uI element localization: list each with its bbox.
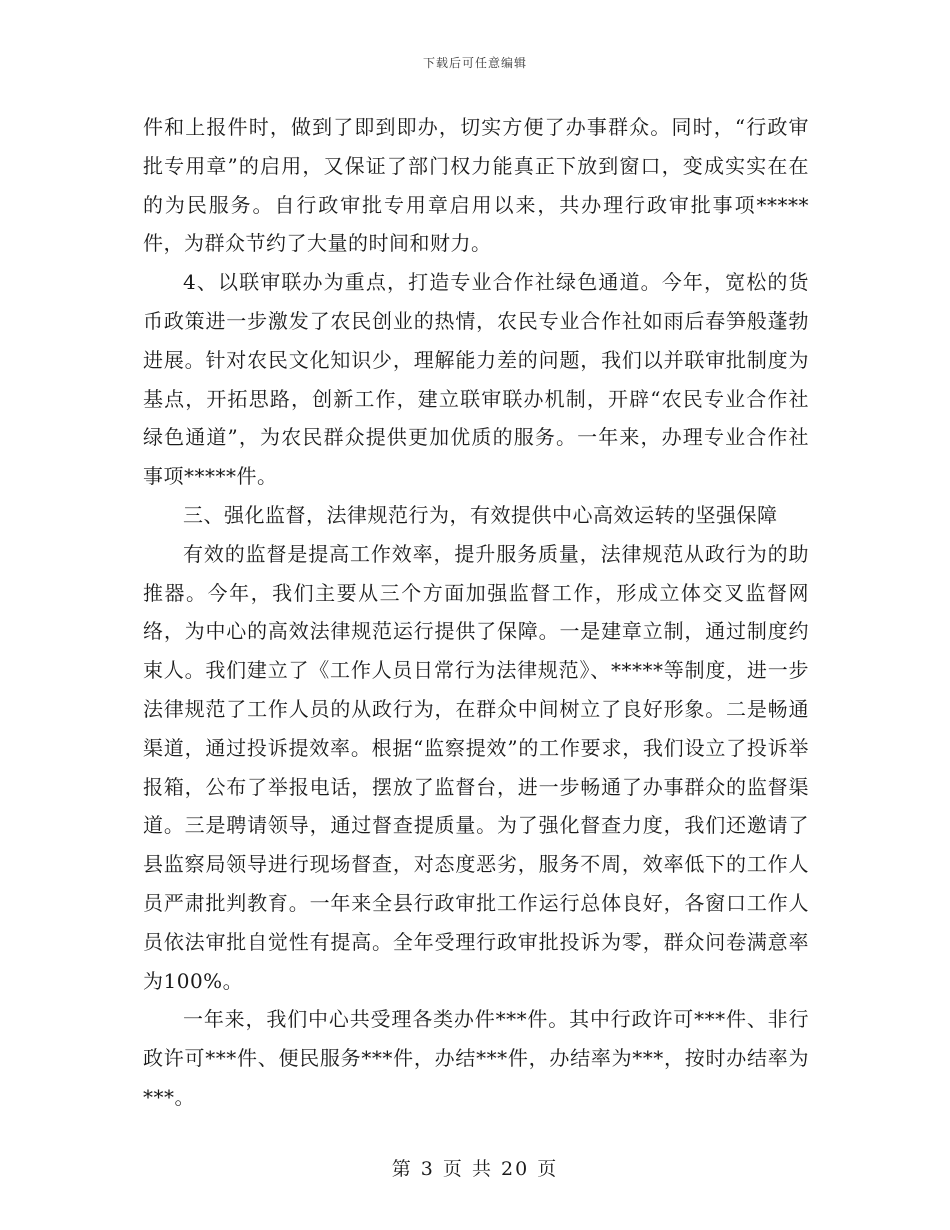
paragraph-1: 件和上报件时，做到了即到即办，切实方便了办事群众。同时，“行政审批专用章”的启用，又保证了部门权力能真正下放到窗口，变成实实在在的为民服务。自行政审批专用章启用以来，共办理行政审批事项*****件，为群众节约了大量的时间和财力。	[143, 115, 809, 256]
paragraph-2: 4、以联审联办为重点，打造专业合作社绿色通道。今年，宽松的货币政策进一步激发了农民创业的热情，农民专业合作社如雨后春笋般蓬勃进展。针对农民文化知识少，理解能力差的问题，我们以并联审批制度为基点，开拓思路，创新工作，建立联审联办机制，开辟“农民专业合作社绿色通道”，为农民群众提供更加优质的服务。一年来，办理专业合作社事项*****件。	[143, 270, 809, 489]
section-heading: 三、强化监督，法律规范行为，有效提供中心高效运转的坚强保障	[183, 502, 778, 527]
page-header: 下载后可任意编辑	[422, 56, 527, 70]
paragraph-4: 一年来，我们中心共受理各类办件***件。其中行政许可***件、非行政许可***件、便民服务***件，办结***件，办结率为***，按时办结率为***。	[143, 1007, 809, 1109]
document-body	[143, 108, 809, 1117]
page-number-footer: 第 3 页 共 20 页	[391, 1158, 559, 1180]
paragraph-3: 有效的监督是提高工作效率，提升服务质量，法律规范从政行为的助推器。今年，我们主要从三个方面加强监督工作，形成立体交叉监督网络，为中心的高效法律规范运行提供了保障。一是建章立制，通过制度约束人。我们建立了《工作人员日常行为法律规范》、*****等制度，进一步法律规范了工作人员的从政行为，在群众中间树立了良好形象。二是畅通渠道，通过投诉提效率。根据“监察提效”的工作要求，我们设立了投诉举报箱，公布了举报电话，摆放了监督台，进一步畅通了办事群众的监督渠道。三是聘请领导，通过督查提质量。为了强化督查力度，我们还邀请了县监察局领导进行现场督查，对态度恶劣，服务不周，效率低下的工作人员严肃批判教育。一年来全县行政审批工作运行总体良好，各窗口工作人员依法审批自觉性有提高。全年受理行政审批投诉为零，群众问卷满意率为100%。	[143, 541, 809, 993]
